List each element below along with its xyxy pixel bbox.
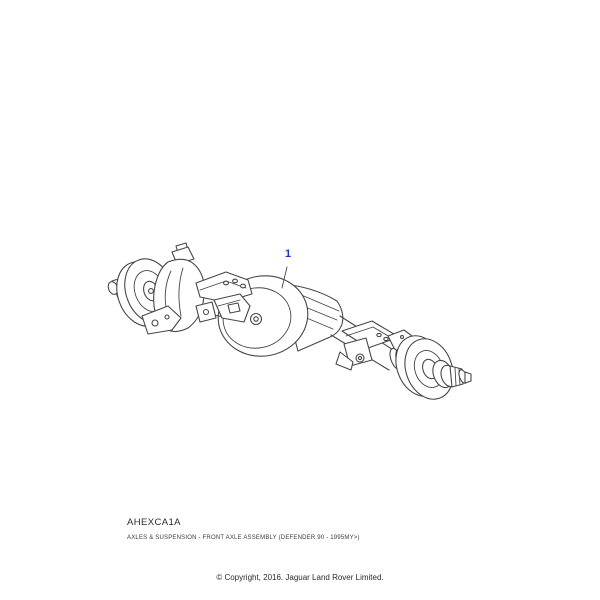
callout-1-hotspot[interactable]: 1	[284, 248, 292, 260]
copyright-notice: © Copyright, 2016. Jaguar Land Rover Limited.	[216, 573, 384, 582]
figure-code: AHEXCA1A	[127, 517, 181, 528]
right-spring-seat-bracket	[336, 321, 399, 370]
figure-description: AXLES & SUSPENSION - FRONT AXLE ASSEMBLY (DEFENDER 90 - 1995MY>)	[127, 535, 360, 541]
